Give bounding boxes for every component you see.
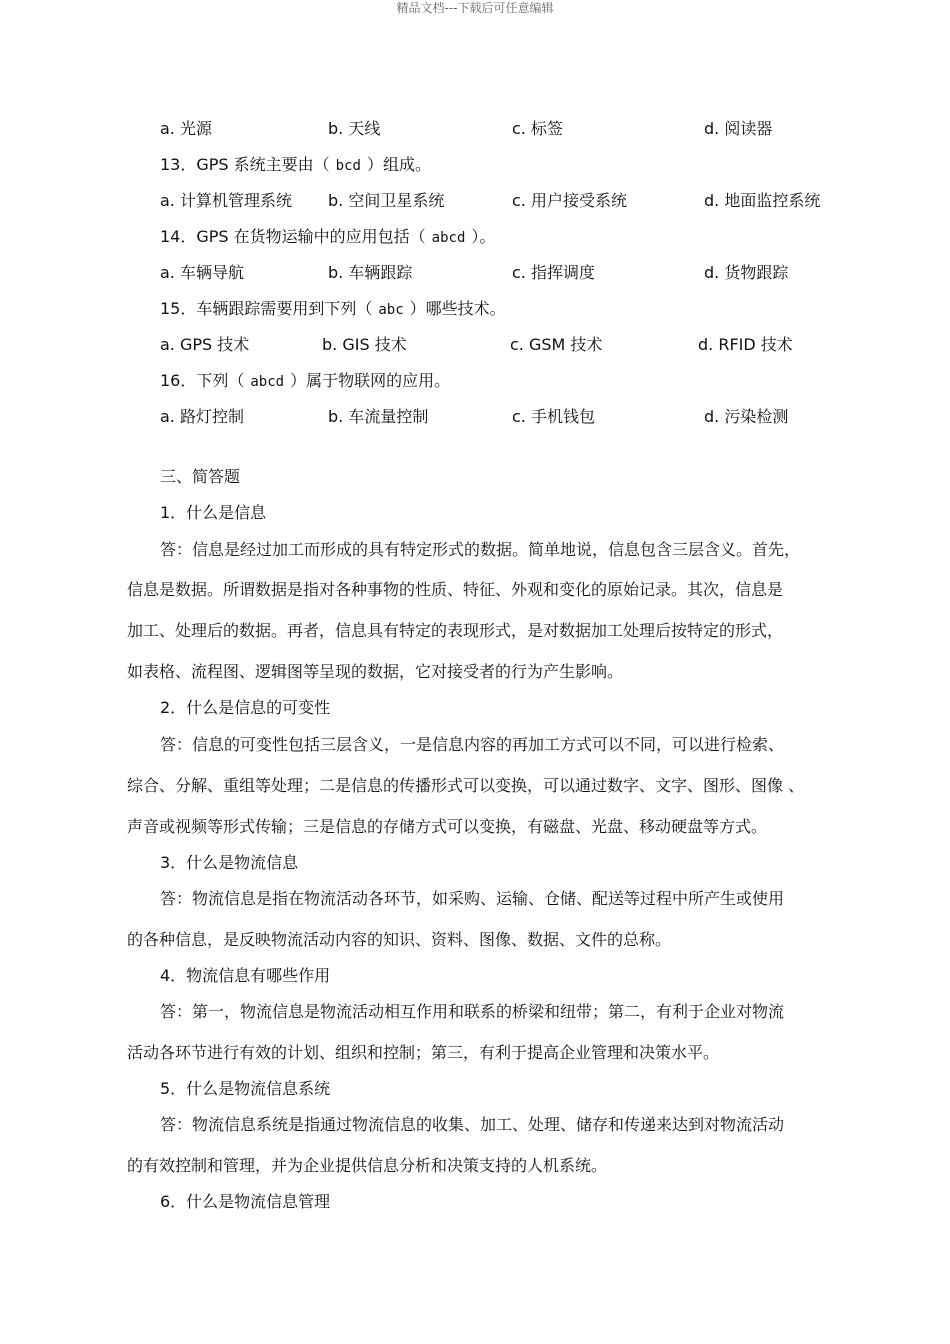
question-15-prefix: 15．车辆跟踪需要用到下列（	[160, 299, 373, 318]
q14-option-c: c. 指挥调度	[512, 263, 595, 282]
page-header: 精品文档---下载后可任意编辑	[396, 1, 554, 15]
q14-option-b: b. 车辆跟踪	[328, 263, 413, 282]
question-13-answer: bcd	[335, 158, 361, 174]
answer-3-line-2: 的各种信息，是反映物流活动内容的知识、资料、图像、数据、文件的总称。	[127, 930, 672, 949]
question-16	[160, 371, 450, 392]
question-13-suffix: ）组成。	[366, 155, 431, 174]
short-question-1: 1．什么是信息	[160, 503, 267, 522]
q13-option-c: c. 用户接受系统	[512, 191, 627, 210]
question-14-prefix: 14．GPS 在货物运输中的应用包括（	[160, 227, 426, 246]
short-question-3: 3．什么是物流信息	[160, 853, 299, 872]
answer-1-line-4: 如表格、流程图、逻辑图等呈现的数据，它对接受者的行为产生影响。	[127, 662, 624, 681]
answer-5-line-1: 答：物流信息系统是指通过物流信息的收集、加工、处理、储存和传递来达到对物流活动	[160, 1115, 785, 1134]
q14-option-d: d. 货物跟踪	[704, 263, 789, 282]
q15-option-d: d. RFID 技术	[698, 335, 793, 354]
answer-1-line-3: 加工、处理后的数据。再者，信息具有特定的表现形式，是对数据加工处理后按特定的形式，	[127, 621, 784, 640]
question-16-prefix: 16．下列（	[160, 371, 245, 390]
short-question-4: 4．物流信息有哪些作用	[160, 966, 331, 985]
q16-option-d: d. 污染检测	[704, 407, 789, 426]
answer-2-line-2: 综合、分解、重组等处理；二是信息的传播形式可以变换，可以通过数字、文字、图形、图像 、	[127, 776, 805, 795]
q16-option-a: a. 路灯控制	[160, 407, 244, 426]
question-13	[160, 155, 431, 176]
answer-2-line-1: 答：信息的可变性包括三层含义，一是信息内容的再加工方式可以不同，可以进行检索、	[160, 735, 785, 754]
q15-option-c: c. GSM 技术	[510, 335, 603, 354]
question-14-suffix: ）。	[471, 227, 496, 246]
q13-option-b: b. 空间卫星系统	[328, 191, 445, 210]
short-question-6: 6．什么是物流信息管理	[160, 1192, 331, 1211]
answer-3-line-1: 答：物流信息是指在物流活动各环节，如采购、运输、仓储、配送等过程中所产生或使用	[160, 889, 785, 908]
q12-option-b: b. 天线	[328, 119, 381, 138]
question-15-suffix: ）哪些技术。	[409, 299, 506, 318]
q15-option-a: a. GPS 技术	[160, 335, 250, 354]
q13-option-a: a. 计算机管理系统	[160, 191, 292, 210]
answer-4-line-2: 活动各环节进行有效的计划、组织和控制；第三，有利于提高企业管理和决策水平。	[127, 1043, 720, 1062]
q16-option-c: c. 手机钱包	[512, 407, 595, 426]
q12-option-a: a. 光源	[160, 119, 212, 138]
short-question-2: 2．什么是信息的可变性	[160, 698, 331, 717]
question-16-suffix: ）属于物联网的应用。	[290, 371, 451, 390]
question-13-prefix: 13．GPS 系统主要由（	[160, 155, 330, 174]
section-heading: 三、简答题	[160, 467, 241, 486]
question-14-answer: abcd	[431, 230, 466, 246]
answer-1-line-1: 答：信息是经过加工而形成的具有特定形式的数据。简单地说，信息包含三层含义。首先，	[160, 540, 801, 559]
q13-option-d: d. 地面监控系统	[704, 191, 821, 210]
question-14	[160, 227, 495, 248]
q14-option-a: a. 车辆导航	[160, 263, 244, 282]
answer-5-line-2: 的有效控制和管理，并为企业提供信息分析和决策支持的人机系统。	[127, 1156, 608, 1175]
question-15-answer: abc	[378, 302, 404, 318]
answer-2-line-3: 声音或视频等形式传输；三是信息的存储方式可以变换，有磁盘、光盘、移动硬盘等方式。	[127, 817, 768, 836]
question-15	[160, 299, 506, 320]
q15-option-b: b. GIS 技术	[322, 335, 407, 354]
question-16-answer: abcd	[250, 374, 285, 390]
answer-1-line-2: 信息是数据。所谓数据是指对各种事物的性质、特征、外观和变化的原始记录。其次，信息是	[127, 580, 784, 599]
q16-option-b: b. 车流量控制	[328, 407, 429, 426]
q12-option-d: d. 阅读器	[704, 119, 773, 138]
short-question-5: 5．什么是物流信息系统	[160, 1079, 331, 1098]
answer-4-line-1: 答：第一，物流信息是物流活动相互作用和联系的桥梁和纽带；第二，有利于企业对物流	[160, 1002, 785, 1021]
q12-option-c: c. 标签	[512, 119, 563, 138]
